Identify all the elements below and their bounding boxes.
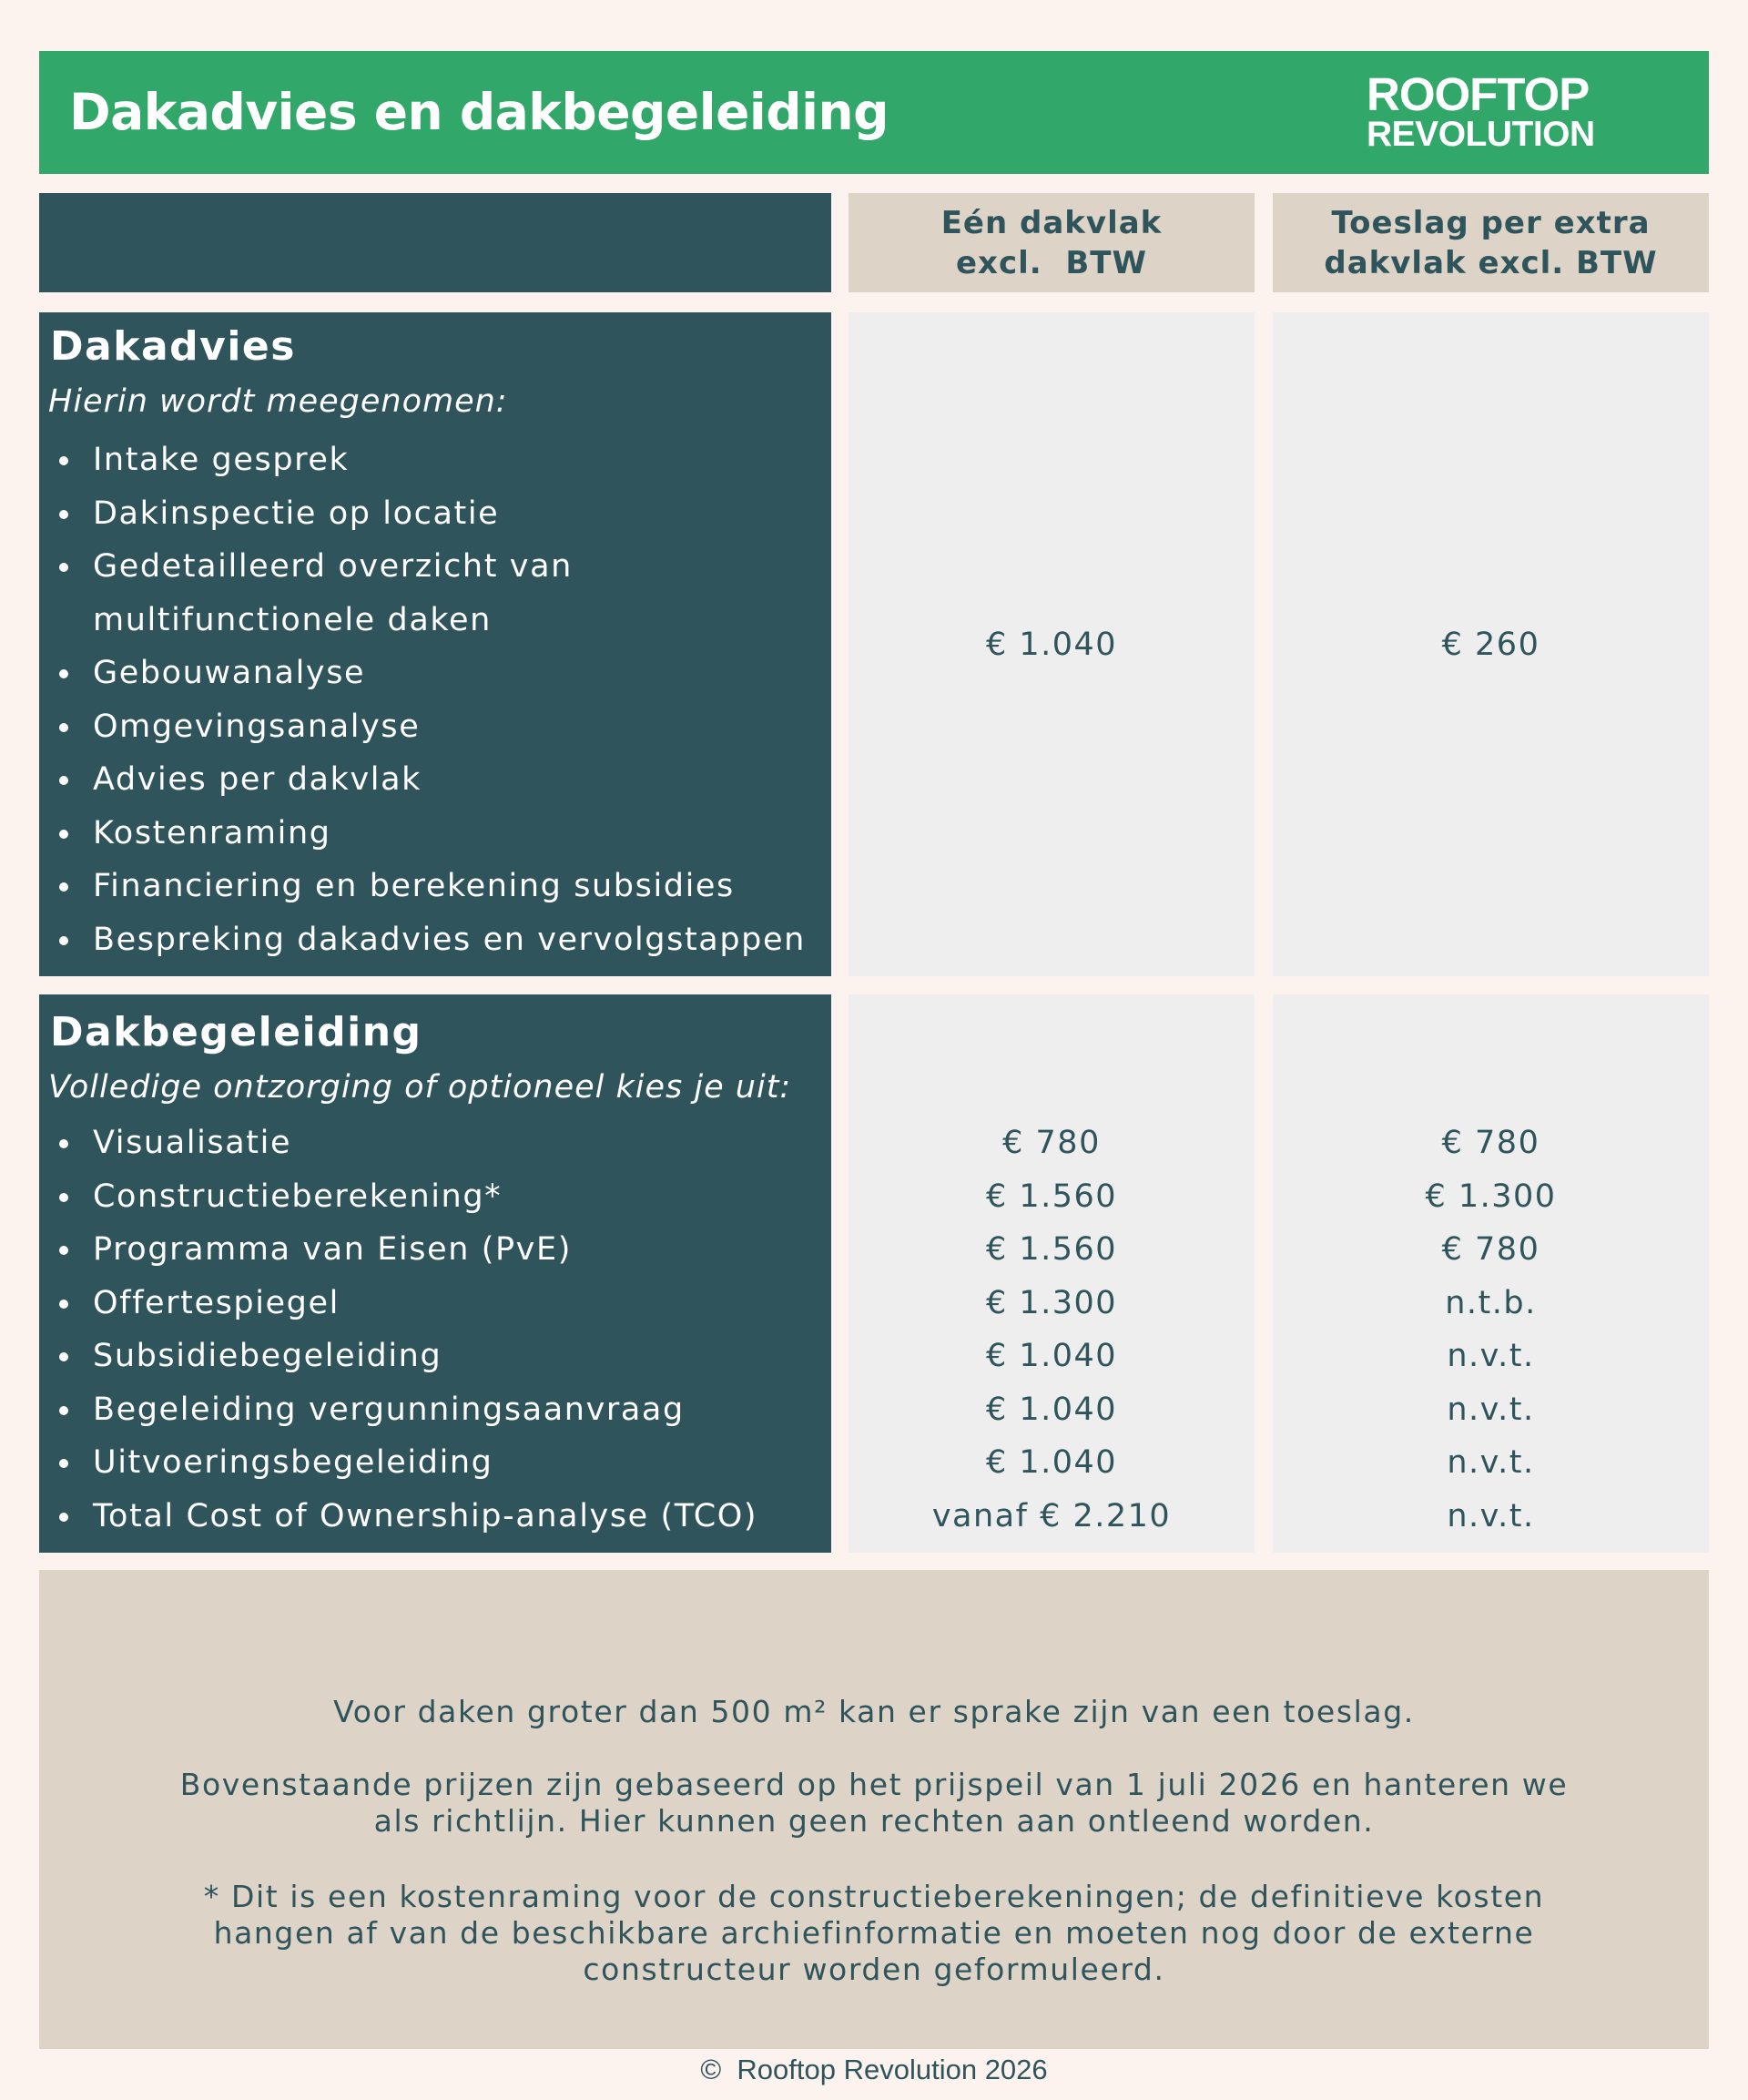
dakbegeleiding-subtitle: Volledige ontzorging of optioneel kies je uit:	[48, 1069, 792, 1106]
price-value: € 1.300	[1425, 1177, 1557, 1215]
column-header-one-roof-line1: Eén dakvlak	[940, 204, 1163, 241]
price-value: € 1.560	[985, 1177, 1118, 1215]
bullet-icon	[59, 1406, 68, 1415]
dakadvies-title: Dakadvies	[50, 323, 296, 370]
bullet-icon	[59, 456, 68, 465]
price-value: € 1.040	[985, 1391, 1118, 1428]
note-surcharge: Voor daken groter dan 500 m² kan er sprake zijn van een toeslag.	[333, 1694, 1415, 1729]
header-banner	[39, 51, 1709, 174]
bullet-icon	[59, 1513, 68, 1522]
price-list-one-roof	[849, 1116, 1255, 1543]
bullet-icon	[59, 1459, 68, 1468]
bullet-icon	[59, 510, 68, 519]
list-item: Programma van Eisen (PvE)	[39, 1223, 757, 1277]
list-item: Kostenraming	[39, 807, 806, 861]
column-header-extra-roof-line2: dakvlak excl. BTW	[1324, 244, 1658, 281]
dakbegeleiding-title: Dakbegeleiding	[50, 1009, 422, 1055]
note-construction-line3: constructeur worden geformuleerd.	[583, 1952, 1165, 1987]
list-item-continuation: multifunctionele daken	[93, 601, 492, 638]
price-value: n.v.t.	[1447, 1338, 1535, 1374]
dakbegeleiding-list	[39, 1116, 757, 1543]
price-value: n.v.t.	[1447, 1391, 1535, 1428]
bullet-icon	[59, 882, 68, 892]
price-value: € 1.040	[985, 1444, 1118, 1481]
list-item: Gebouwanalyse	[39, 647, 806, 700]
note-price-level-line1: Bovenstaande prijzen zijn gebaseerd op het prijspeil van 1 juli 2026 en hanteren we	[179, 1767, 1569, 1802]
logo-line1: ROOFTOP	[1367, 68, 1590, 120]
note-price-level-line2: als richtlijn. Hier kunnen geen rechten aan ontleend worden.	[373, 1803, 1375, 1839]
header-empty-cell	[39, 193, 831, 292]
list-item: Begeleiding vergunningsaanvraag	[39, 1383, 757, 1437]
dakbegeleiding-prices-extra-roof	[1273, 994, 1709, 1553]
column-header-extra-roof-line1: Toeslag per extra	[1331, 204, 1651, 241]
price-value: n.v.t.	[1447, 1444, 1535, 1481]
note-construction-line2: hangen af van de beschikbare archiefinformatie en moeten nog door de externe	[213, 1915, 1535, 1951]
list-item: Constructieberekening*	[39, 1170, 757, 1224]
column-header-one-roof	[849, 193, 1255, 292]
price-value: € 780	[1441, 1125, 1540, 1161]
page-title: Dakadvies en dakbegeleiding	[69, 83, 889, 141]
list-item: Omgevingsanalyse	[39, 700, 806, 754]
price-value: € 260	[1441, 626, 1540, 663]
list-item: Offertespiegel	[39, 1277, 757, 1330]
price-value: vanaf € 2.210	[931, 1497, 1172, 1534]
bullet-icon	[59, 563, 68, 572]
logo-line2: REVOLUTION	[1367, 115, 1595, 154]
list-item: Financiering en berekening subsidies	[39, 860, 806, 913]
notes-box	[39, 1570, 1709, 2049]
list-item: Bespreking dakadvies en vervolgstappen	[39, 913, 806, 967]
price-value: € 1.040	[985, 626, 1118, 663]
list-item: Total Cost of Ownership-analyse (TCO)	[39, 1490, 757, 1544]
bullet-icon	[59, 1352, 68, 1361]
dakadvies-price-extra-roof	[1273, 312, 1709, 976]
price-value: € 780	[1441, 1231, 1540, 1268]
bullet-icon	[59, 936, 68, 945]
list-item: Uitvoeringsbegeleiding	[39, 1436, 757, 1490]
dakadvies-description-cell	[39, 312, 831, 976]
bullet-icon	[59, 1300, 68, 1309]
bullet-icon	[59, 776, 68, 785]
list-item: Dakinspectie op locatie	[39, 487, 806, 541]
price-value: € 1.040	[985, 1338, 1118, 1374]
dakbegeleiding-description-cell	[39, 994, 831, 1553]
bullet-icon	[59, 1246, 68, 1255]
bullet-icon	[59, 830, 68, 839]
list-item: Gedetailleerd overzicht van	[39, 540, 806, 594]
column-header-one-roof-line2: excl. BTW	[956, 244, 1147, 281]
price-list-extra-roof	[1273, 1116, 1709, 1543]
price-value: n.v.t.	[1447, 1497, 1535, 1534]
list-item: Intake gesprek	[39, 433, 806, 487]
dakadvies-price-one-roof	[849, 312, 1255, 976]
note-construction-line1: * Dit is een kostenraming voor de constructieberekeningen; de definitieve kosten	[203, 1879, 1545, 1914]
list-item: Advies per dakvlak	[39, 753, 806, 807]
column-header-extra-roof	[1273, 193, 1709, 292]
list-item: Subsidiebegeleiding	[39, 1330, 757, 1383]
dakadvies-subtitle: Hierin wordt meegenomen:	[48, 383, 508, 420]
price-value: € 1.300	[985, 1284, 1118, 1321]
rooftop-revolution-logo	[1367, 68, 1621, 154]
dakadvies-list	[39, 433, 806, 966]
bullet-icon	[59, 723, 68, 732]
price-value: n.t.b.	[1445, 1284, 1537, 1321]
list-item: Visualisatie	[39, 1116, 757, 1170]
price-value: € 1.560	[985, 1231, 1118, 1268]
bullet-icon	[59, 1193, 68, 1202]
dakbegeleiding-prices-one-roof	[849, 994, 1255, 1553]
copyright-footer: © Rooftop Revolution 2026	[700, 2054, 1048, 2085]
bullet-icon	[59, 1139, 68, 1148]
price-value: € 780	[1002, 1125, 1101, 1161]
bullet-icon	[59, 669, 68, 678]
